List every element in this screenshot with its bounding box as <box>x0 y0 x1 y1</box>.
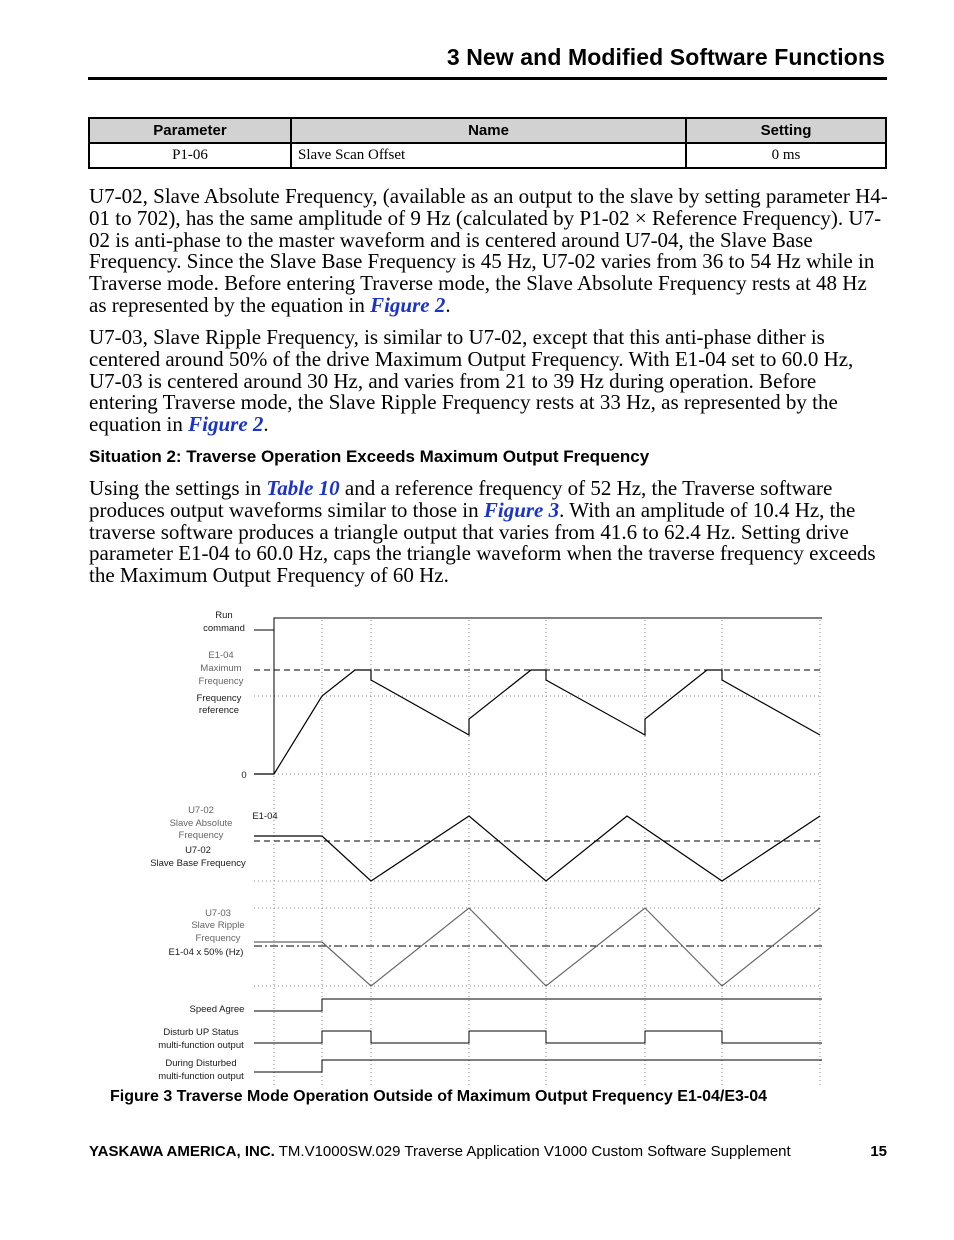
label-slave-ripple: Slave Ripple <box>191 920 245 931</box>
section-title: 3 New and Modified Software Functions <box>446 44 885 70</box>
slave-ripple-frequency-waveform <box>254 908 820 986</box>
label-slave-ripple-frequency: Frequency <box>195 933 241 944</box>
column-header-setting: Setting <box>686 118 886 143</box>
paragraph-text: Using the settings in <box>89 476 267 500</box>
paragraph-text: and a reference frequency of 52 Hz, the Traverse software produces output waveforms similar to those in <box>89 476 833 522</box>
label-u703: U7-03 <box>205 908 231 919</box>
speed-agree-signal <box>254 999 822 1011</box>
label-during-mfo: multi-function output <box>158 1071 244 1082</box>
slave-absolute-frequency-waveform <box>254 816 820 881</box>
label-u702: U7-02 <box>188 805 214 816</box>
label-frequency-ref: Frequency <box>196 693 242 704</box>
during-disturbed-signal <box>254 1060 822 1072</box>
label-e104-short: E1-04 <box>252 811 278 822</box>
footer-company: YASKAWA AMERICA, INC. <box>89 1143 275 1160</box>
column-header-parameter: Parameter <box>89 118 291 143</box>
footer-document-title: TM.V1000SW.029 Traverse Application V1000 Custom Software Supplement <box>274 1143 791 1160</box>
label-command: command <box>203 623 245 634</box>
label-e104: E1-04 <box>208 650 234 661</box>
figure-3-link[interactable]: Figure 3 <box>483 497 560 522</box>
label-maximum: Maximum <box>200 663 242 674</box>
paragraph-end: . <box>445 292 451 317</box>
page-footer <box>89 1143 887 1160</box>
label-slave-absolute: Slave Absolute <box>169 818 233 829</box>
label-u702-base: U7-02 <box>185 845 211 856</box>
label-e104-50-percent: E1-04 x 50% (Hz) <box>168 947 244 958</box>
cell-parameter: P1-06 <box>89 143 291 168</box>
situation-2-heading: Situation 2: Traverse Operation Exceeds Maximum Output Frequency <box>89 447 650 466</box>
label-disturb-up-status: Disturb UP Status <box>163 1027 239 1038</box>
column-header-name: Name <box>291 118 686 143</box>
label-run: Run <box>215 610 233 621</box>
frequency-reference-waveform <box>254 670 820 774</box>
figure-2-link[interactable]: Figure 2 <box>370 292 446 317</box>
paragraph-text: U7-03, Slave Ripple Frequency, is similar to U7-02, except that this anti-phase dither is centered around 50% of the drive Maximum Output Frequency. With E1-04 set to 60.0 Hz, U7-03 is centered around 30 Hz, and varies from 21 to 39 Hz during operation. Before entering Traverse mode, the Slave Ripple Frequency rests at 33 Hz, as represented by the equation in <box>89 325 854 437</box>
label-reference: reference <box>198 705 240 716</box>
cell-setting: 0 ms <box>686 143 886 168</box>
paragraph-end: . <box>263 412 269 437</box>
table-10-link[interactable]: Table 10 <box>266 476 340 500</box>
label-disturb-mfo: multi-function output <box>158 1040 244 1051</box>
label-zero: 0 <box>241 770 247 781</box>
label-slave-absolute-frequency: Frequency <box>178 830 224 841</box>
paragraph-text: U7-02, Slave Absolute Frequency, (available as an output to the slave by setting parameter H4-01 to 702), has the same amplitude of 9 Hz (calculated by P1-02 × Reference Frequency). U7-02 is anti-phase to the master waveform and is centered around U7-04, the Slave Base Frequency. Since the Slave Base Frequency is 45 Hz, U7-02 varies from 36 to 54 Hz while in Traverse mode. Before entering Traverse mode, the Slave Absolute Frequency rests at 48 Hz as represented by the equation in <box>89 184 888 317</box>
disturb-up-status-signal <box>254 1031 822 1043</box>
cell-name: Slave Scan Offset <box>291 143 686 168</box>
label-slave-base-frequency: Slave Base Frequency <box>150 858 246 869</box>
label-speed-agree: Speed Agree <box>189 1004 245 1015</box>
run-command-signal <box>254 618 822 630</box>
paragraph-text: . With an amplitude of 10.4 Hz, the traverse software produces a triangle output that varies from 41.6 to 62.4 Hz. Setting drive parameter E1-04 to 60.0 Hz, caps the triangle waveform when the traverse frequency exceeds the Maximum Output Frequency of 60 Hz. <box>89 497 876 588</box>
figure-vertical-gridlines <box>274 620 820 1085</box>
label-frequency: Frequency <box>198 676 244 687</box>
page-number: 15 <box>870 1143 887 1160</box>
figure-caption: Figure 3 Traverse Mode Operation Outside of Maximum Output Frequency E1-04/E3-04 <box>110 1088 768 1105</box>
label-during-disturbed: During Disturbed <box>165 1058 237 1069</box>
figure-2-link[interactable]: Figure 2 <box>188 412 264 437</box>
